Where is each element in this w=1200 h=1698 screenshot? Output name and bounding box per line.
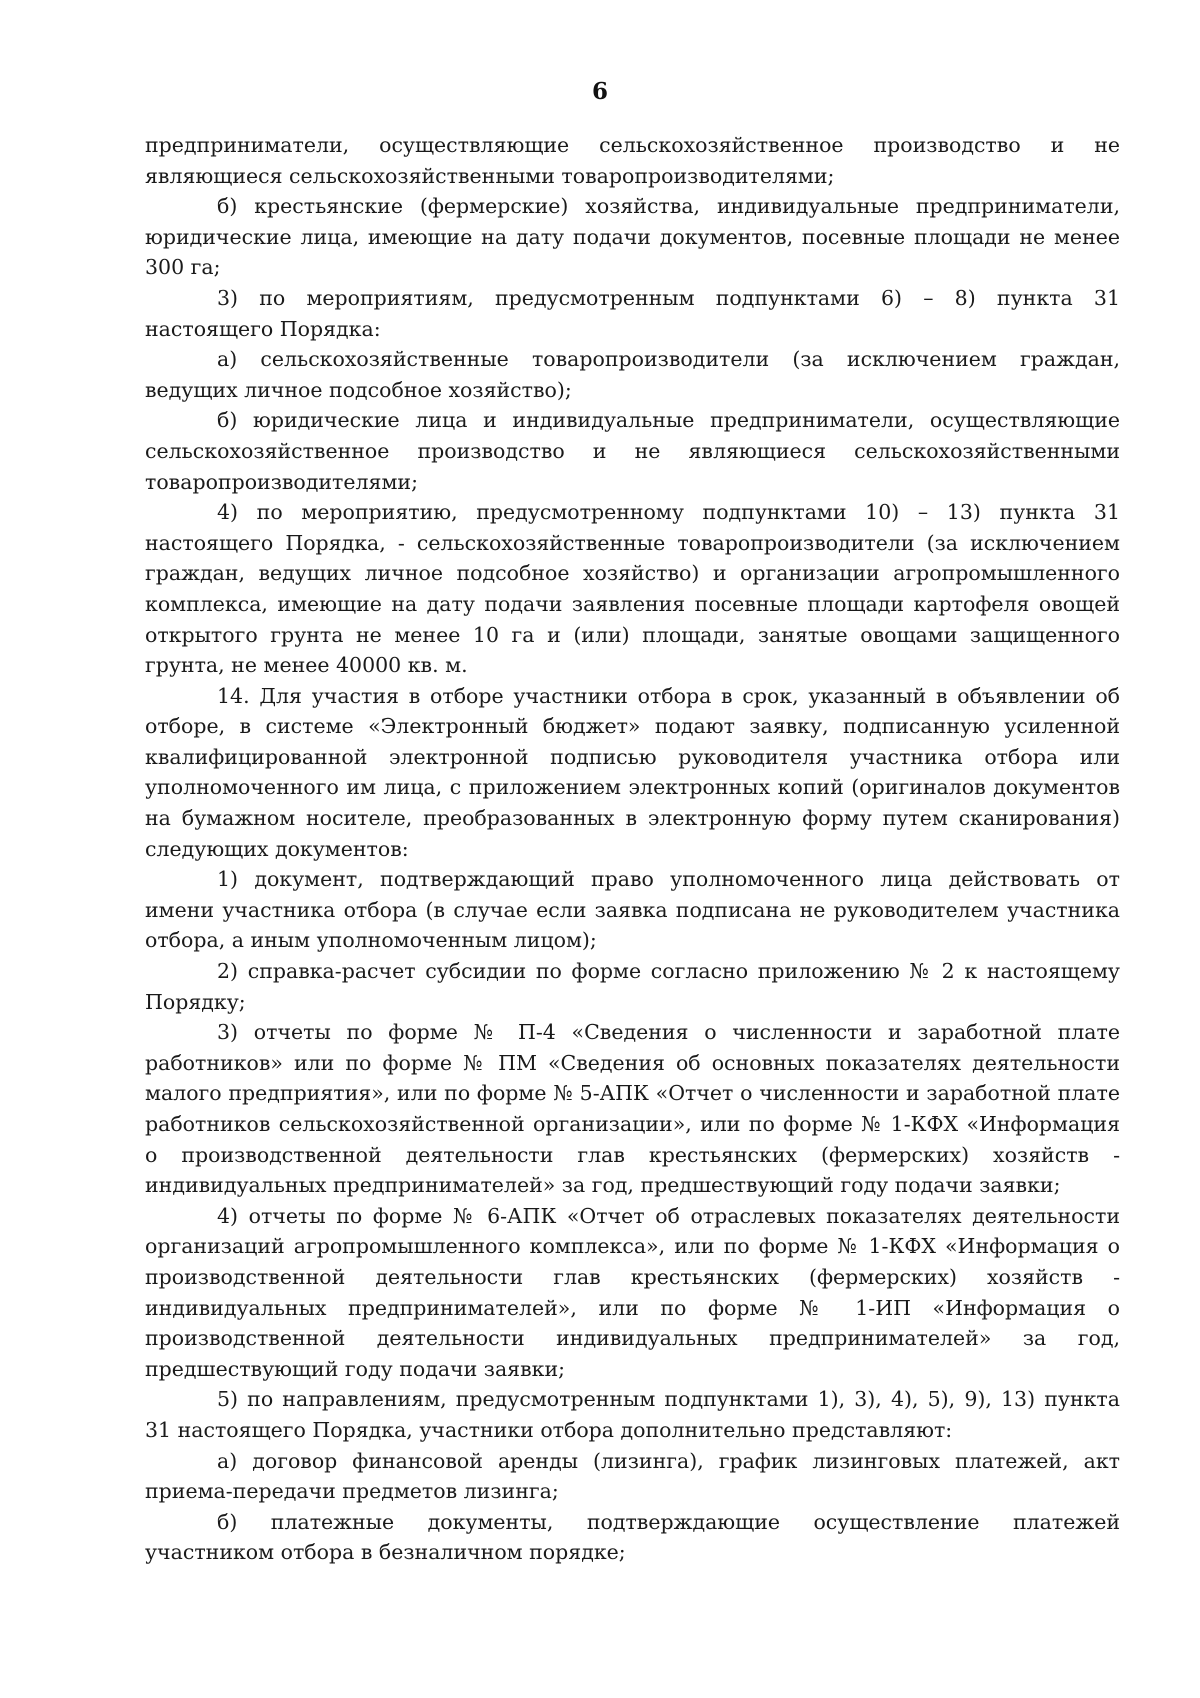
document-body xyxy=(145,130,1120,1568)
paragraph-item-a: а) договор финансовой аренды (лизинга), график лизинговых платежей, акт приема-передачи предметов лизинга; xyxy=(145,1448,1120,1504)
page-number: 6 xyxy=(591,78,608,105)
paragraph-item-4: 4) по мероприятию, предусмотренному подпунктами 10) – 13) пункта 31 настоящего Порядка, - сельскохозяйственные товаропроизводители (за исключением граждан, ведущих личное подсобное хозяйство) и организации агропромышленного комплекса, имеющие на дату подачи заявления посевные площади картофеля овощей открытого грунта не менее 10 га и (или) площади, занятые овощами защищенного грунта, не менее 40000 кв. м. xyxy=(145,500,1120,678)
paragraph-clause-14: 14. Для участия в отборе участники отбора в срок, указанный в объявлении об отборе, в системе «Электронный бюджет» подают заявку, подписанную усиленной квалифицированной электронной подписью руководителя участника отбора или уполномоченного им лица, с приложением электронных копий (оригиналов документов на бумажном носителе, преобразованных в электронную форму путем сканирования) следующих документов: xyxy=(145,683,1120,861)
paragraph-item-b: б) крестьянские (фермерские) хозяйства, индивидуальные предприниматели, юридические лица, имеющие на дату подачи документов, посевные площади не менее 300 га; xyxy=(145,194,1120,280)
paragraph-item-3: 3) по мероприятиям, предусмотренным подпунктами 6) – 8) пункта 31 настоящего Порядка: xyxy=(145,285,1120,341)
paragraph-item-3: 3) отчеты по форме № П-4 «Сведения о численности и заработной плате работников» или по форме № ПМ «Сведения об основных показателях деятельности малого предприятия», или по форме № 5-АПК «Отчет о численности и заработной плате работников сельскохозяйственной организации», или по форме № 1-КФХ «Информация о производственной деятельности глав крестьянских (фермерских) хозяйств - индивидуальных предпринимателей» за год, предшествующий году подачи заявки; xyxy=(145,1020,1120,1198)
paragraph-continuation: предприниматели, осуществляющие сельскохозяйственное производство и не являющиеся сельскохозяйственными товаропроизводителями; xyxy=(145,133,1120,188)
paragraph-item-a: а) сельскохозяйственные товаропроизводители (за исключением граждан, ведущих личное подсобное хозяйство); xyxy=(145,347,1120,402)
paragraph-item-b: б) платежные документы, подтверждающие осуществление платежей участником отбора в безналичном порядке; xyxy=(145,1509,1120,1565)
paragraph-item-5: 5) по направлениям, предусмотренным подпунктами 1), 3), 4), 5), 9), 13) пункта 31 настоящего Порядка, участники отбора дополнительно представляют: xyxy=(145,1387,1120,1442)
paragraph-item-2: 2) справка-расчет субсидии по форме согласно приложению № 2 к настоящему Порядку; xyxy=(145,959,1120,1014)
paragraph-item-4: 4) отчеты по форме № 6-АПК «Отчет об отраслевых показателях деятельности организаций агропромышленного комплекса», или по форме № 1-КФХ «Информация о производственной деятельности глав крестьянских (фермерских) хозяйств - индивидуальных предпринимателей», или по форме № 1-ИП «Информация о производственной деятельности индивидуальных предпринимателей» за год, предшествующий году подачи заявки; xyxy=(145,1203,1120,1381)
paragraph-item-1: 1) документ, подтверждающий право уполномоченного лица действовать от имени участника отбора (в случае если заявка подписана не руководителем участника отбора, а иным уполномоченным лицом); xyxy=(145,867,1120,953)
paragraph-item-b: б) юридические лица и индивидуальные предприниматели, осуществляющие сельскохозяйственное производство и не являющиеся сельскохозяйственными товаропроизводителями; xyxy=(145,408,1120,494)
